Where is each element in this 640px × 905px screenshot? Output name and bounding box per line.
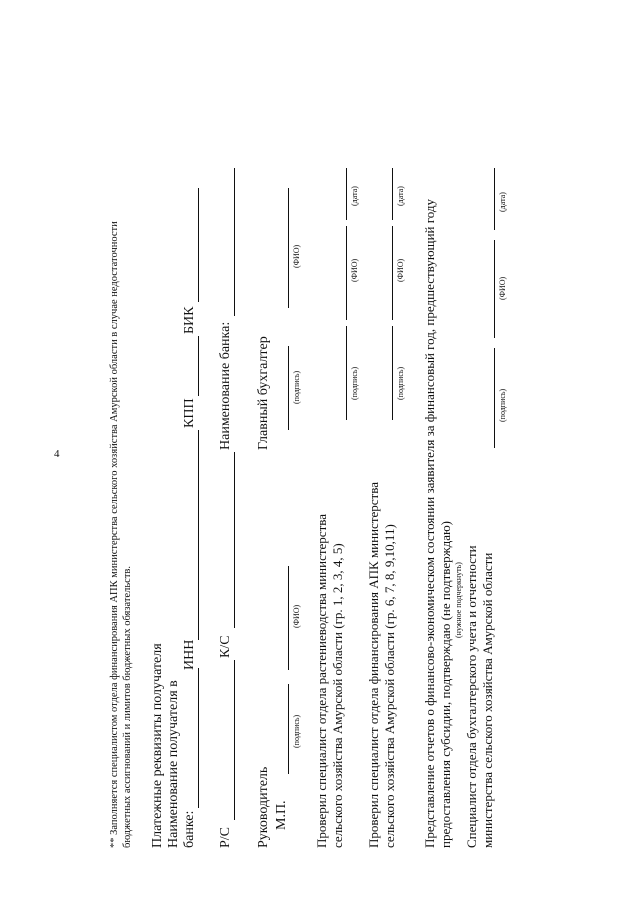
bank-name-label: Наименование банка:: [218, 321, 233, 450]
reports-signature-line[interactable]: [494, 348, 495, 448]
reports-line-3: Специалист отдела бухгалтерского учета и отчетности: [464, 545, 479, 848]
check1-date-caption: (дата): [350, 186, 359, 206]
head-title: Руководитель: [256, 766, 271, 848]
reports-line-4: министерства сельского хозяйства Амурской области: [480, 552, 495, 848]
inn-label: ИНН: [182, 639, 197, 670]
inn-field[interactable]: [198, 430, 199, 640]
check2-line-2: сельского хозяйства Амурской области (гр. 6, 7, 8, 9,10,11): [382, 524, 397, 848]
check1-line-2: сельского хозяйства Амурской области (гр. 1, 2, 3, 4, 5): [330, 543, 345, 848]
check1-fio-caption: (ФИО): [350, 258, 359, 282]
kpp-label: КПП: [182, 398, 197, 428]
footnote-text: ** Заполняется специалистом отдела финансирования АПК министерства сельского хозяйства Амурской области в случае недостаточности бюджетных ассигнований и лимитов бюджетных обязательств.: [109, 221, 133, 848]
chief-signature-caption: (подпись): [292, 370, 301, 404]
reports-line-2: предоставления субсидии, подтверждаю (не подтверждаю): [438, 521, 453, 848]
head-signature-caption: (подпись): [292, 714, 301, 748]
check1-date-line[interactable]: [346, 168, 347, 220]
check1-signature-caption: (подпись): [350, 366, 359, 400]
check2-fio-line[interactable]: [392, 226, 393, 320]
check2-fio-caption: (ФИО): [396, 258, 405, 282]
check1-fio-line[interactable]: [346, 226, 347, 320]
bank-name-label-1: Наименование получателя в: [166, 680, 181, 848]
check1-signature-line[interactable]: [346, 326, 347, 420]
reports-fio-line[interactable]: [494, 240, 495, 338]
reports-date-line[interactable]: [494, 168, 495, 230]
head-fio-line[interactable]: [288, 566, 289, 670]
reports-signature-caption: (подпись): [498, 388, 507, 422]
check1-line-1: Проверил специалист отдела растениеводства министерства: [314, 514, 329, 848]
mp-label: М.П.: [274, 800, 289, 830]
head-fio-caption: (ФИО): [292, 604, 301, 628]
reports-fio-caption: (ФИО): [498, 276, 507, 300]
reports-line-1: Представление отчетов о финансово-экономическом состоянии заявителя за финансовый год, предшествующий году: [422, 199, 437, 848]
bank-field[interactable]: [234, 168, 235, 316]
footnote-line-1: [108, 168, 134, 848]
payment-heading: Платежные реквизиты получателя: [150, 643, 165, 848]
chief-fio-caption: (ФИО): [292, 244, 301, 268]
ks-field[interactable]: [234, 452, 235, 628]
chief-signature-line[interactable]: [288, 346, 289, 430]
bik-field[interactable]: [198, 188, 199, 302]
kpp-field[interactable]: [198, 336, 199, 396]
chief-accountant-title: Главный бухгалтер: [256, 336, 271, 450]
page-number: 4: [54, 448, 60, 460]
bank-name-field[interactable]: [198, 668, 199, 808]
bik-label: БИК: [182, 306, 197, 334]
chief-fio-line[interactable]: [288, 188, 289, 308]
reports-date-caption: (дата): [498, 192, 507, 212]
rs-field[interactable]: [234, 660, 235, 820]
bank-name-label-2: банке:: [182, 810, 197, 848]
rs-label: Р/С: [218, 826, 233, 848]
form-sheet: [108, 168, 528, 848]
check2-signature-line[interactable]: [392, 326, 393, 420]
check2-line-1: Проверил специалист отдела финансирования АПК министерства: [366, 482, 381, 848]
head-signature-line[interactable]: [288, 684, 289, 774]
check2-date-caption: (дата): [396, 186, 405, 206]
check2-date-line[interactable]: [392, 168, 393, 220]
ks-label: К/С: [218, 635, 233, 658]
check2-signature-caption: (подпись): [396, 366, 405, 400]
reports-hint: (нужное подчеркнуть): [454, 562, 463, 638]
